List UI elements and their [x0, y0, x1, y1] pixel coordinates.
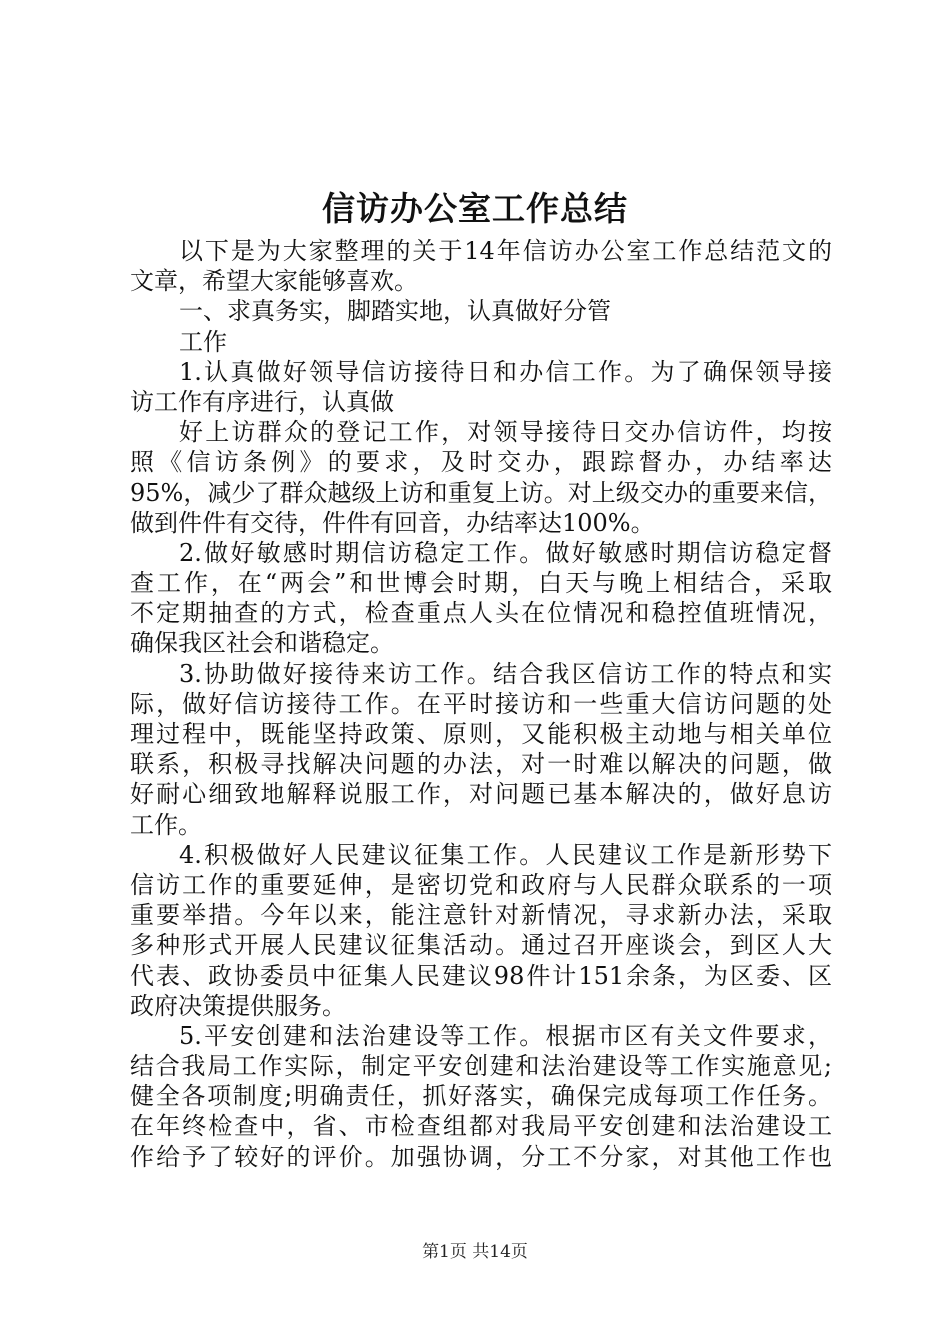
text-line: 查工作，在“两会”和世博会时期，白天与晚上相结合，采取 — [130, 569, 832, 598]
document-title: 信访办公室工作总结 — [322, 189, 628, 228]
text-line: 际，做好信访接待工作。在平时接访和一些重大信访问题的处 — [130, 689, 832, 718]
text-line: 照《信访条例》的要求，及时交办，跟踪督办，办结率达 — [130, 448, 832, 477]
text-line: 理过程中，既能坚持政策、原则，又能积极主动地与相关单位 — [130, 720, 832, 748]
text-line: 多种形式开展人民建议征集活动。通过召开座谈会，到区人大 — [130, 931, 832, 960]
text-line: 好上访群众的登记工作，对领导接待日交办信访件，均按 — [179, 418, 832, 447]
text-line: 好耐心细致地解释说服工作，对问题已基本解决的，做好息访 — [130, 780, 832, 809]
text-line: 2.做好敏感时期信访稳定工作。做好敏感时期信访稳定督 — [179, 538, 832, 567]
text-line: 确保我区社会和谐稳定。 — [130, 629, 394, 658]
text-line: 文章，希望大家能够喜欢。 — [130, 267, 418, 296]
text-line: 5.平安创建和法治建设等工作。根据市区有关文件要求， — [179, 1021, 832, 1050]
text-line: 在年终检查中，省、市检查组都对我局平安创建和法治建设工 — [130, 1112, 832, 1141]
text-line: 一、求真务实，脚踏实地，认真做好分管 — [179, 297, 611, 326]
text-line: 信访工作的重要延伸，是密切党和政府与人民群众联系的一项 — [130, 870, 832, 899]
text-line: 健全各项制度;明确责任，抓好落实，确保完成每项工作任务。 — [130, 1082, 832, 1111]
text-line: 访工作有序进行，认真做 — [130, 387, 394, 416]
text-line: 3.协助做好接待来访工作。结合我区信访工作的特点和实 — [179, 659, 832, 688]
text-line: 政府决策提供服务。 — [130, 991, 346, 1020]
text-line: 1.认真做好领导信访接待日和办信工作。为了确保领导接 — [179, 357, 832, 386]
text-line: 代表、政协委员中征集人民建议98件计151余条，为区委、区 — [130, 961, 832, 990]
text-line: 工作 — [179, 327, 227, 356]
text-line: 不定期抽查的方式，检查重点人头在位情况和稳控值班情况， — [130, 599, 832, 628]
text-line: 做到件件有交待，件件有回音，办结率达100%。 — [130, 508, 655, 537]
text-line: 以下是为大家整理的关于14年信访办公室工作总结范文的 — [179, 237, 832, 265]
page-footer: 第1页 共14页 — [422, 1242, 528, 1262]
text-line: 结合我局工作实际，制定平安创建和法治建设等工作实施意见; — [130, 1052, 832, 1081]
text-line: 4.积极做好人民建议征集工作。人民建议工作是新形势下 — [179, 840, 832, 869]
text-line: 工作。 — [130, 810, 202, 839]
text-line: 重要举措。今年以来，能注意针对新情况，寻求新办法，采取 — [130, 901, 832, 930]
document-body — [130, 236, 832, 1172]
text-line: 作给予了较好的评价。加强协调，分工不分家，对其他工作也 — [130, 1142, 832, 1171]
text-line: 联系，积极寻找解决问题的办法，对一时难以解决的问题，做 — [130, 750, 832, 779]
text-line: 95%，减少了群众越级上访和重复上访。对上级交办的重要来信， — [130, 478, 832, 507]
